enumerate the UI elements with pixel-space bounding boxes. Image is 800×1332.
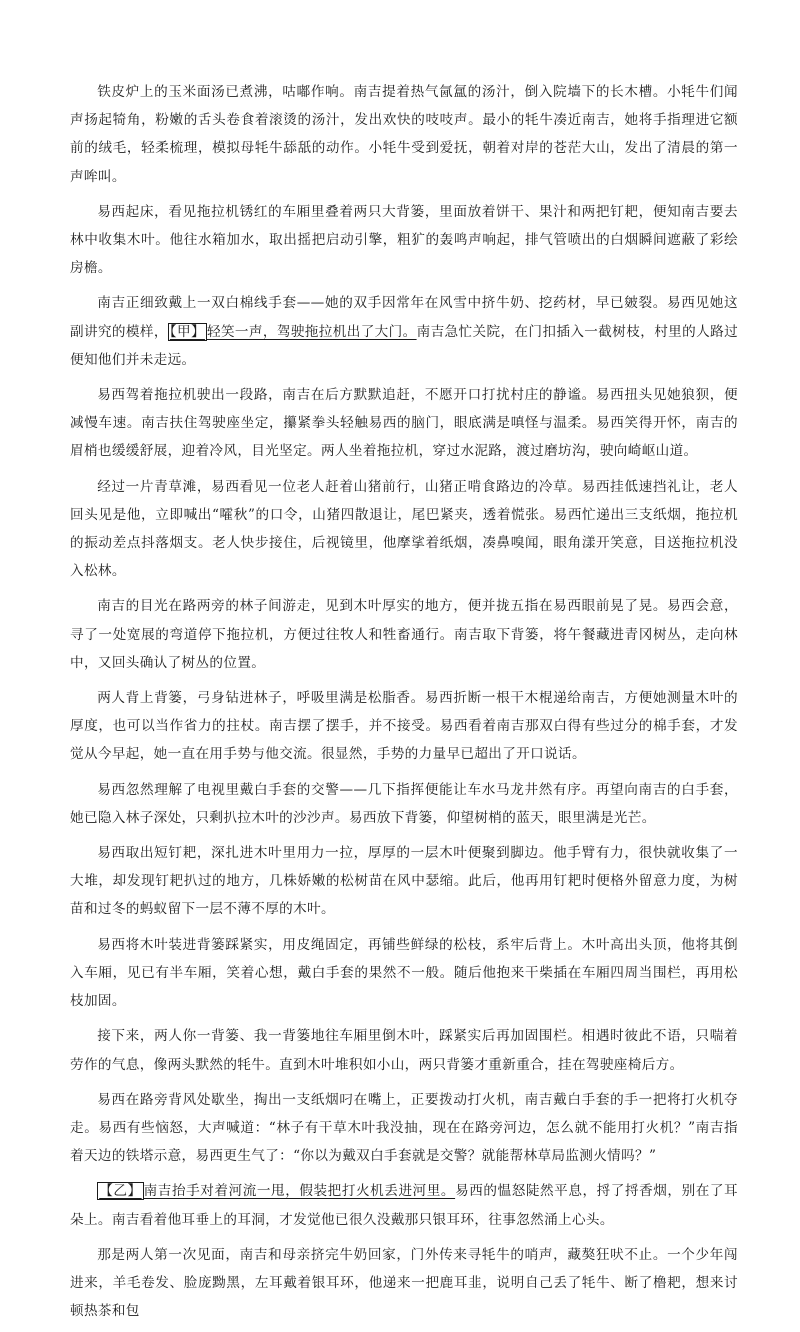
paragraph-14: 那是两人第一次见面，南吉和母亲挤完牛奶回家，门外传来寻牦牛的哨声，藏獒狂吠不止。一个少年闯进来，羊毛卷发、脸庞黝黑，左耳戴着银耳环，他递来一把鹿耳韭，说明自己丢了牦牛、断了橹耙，想来讨顿热茶和包 xyxy=(70,1246,738,1320)
jia-marker: 【甲】 xyxy=(169,323,205,340)
paragraph-12: 易西在路旁背风处歇坐，掏出一支纸烟叼在嘴上，正要拨动打火机，南吉戴白手套的手一把将打火机夺走。易西有些恼怒，大声喊道：“林子有干草木叶我没抽，现在在路旁河边，怎么就不能用打火机？”南吉指着天边的铁塔示意，易西更生气了：“你以为戴双白手套就是交警？就能帮林草局监测火情吗？” xyxy=(70,1091,738,1165)
paragraph-13-text-after: 易西的愠怒陡然平息，捋了捋香烟，别在了耳朵上。南吉看着他耳垂上的耳洞，才发觉他已很久没戴那只银耳环，往事忽然涌上心头。 xyxy=(70,1183,738,1228)
paragraph-3 xyxy=(70,289,738,374)
jia-sentence: 轻笑一声，驾驶拖拉机出了大门。 xyxy=(206,323,417,340)
paragraph-3-text-after: 南吉急忙关院，在门扣插入一截树枝，村里的人路过便知他们并未走远。 xyxy=(70,323,739,368)
document-page xyxy=(70,78,738,1332)
paragraph-13 xyxy=(70,1177,738,1233)
paragraph-11: 接下来，两人你一背篓、我一背篓地往车厢里倒木叶，踩紧实后再加固围栏。相遇时彼此不语，只喘着劳作的气息，像两头默然的牦牛。直到木叶堆积如小山，两只背篓才重新重合，挂在驾驶座椅后方。 xyxy=(70,1028,738,1073)
jia-underlined-sentence xyxy=(168,323,417,341)
paragraph-10: 易西将木叶装进背篓踩紧实，用皮绳固定，再铺些鲜绿的松枝，系牢后背上。木叶高出头顶，他将其倒入车厢，见已有半车厢，笑着心想，戴白手套的果然不一般。随后他抱来干柴插在车厢四周当围栏，再用松枝加固。 xyxy=(70,936,738,1010)
paragraph-9: 易西取出短钉耙，深扎进木叶里用力一拉，厚厚的一层木叶便聚到脚边。他手臂有力，很快就收集了一大堆，却发现钉耙扒过的地方，几株娇嫩的松树苗在风中瑟缩。此后，他再用钉耙时便格外留意力度，为树苗和过冬的蚂蚁留下一层不薄不厚的木叶。 xyxy=(70,845,738,918)
paragraph-6: 南吉的目光在路两旁的林子间游走，见到木叶厚实的地方，便并拢五指在易西眼前晃了晃。易西会意，寻了一处宽展的弯道停下拖拉机，方便过往牧人和牲畜通行。南吉取下背篓，将午餐藏进青冈树丛，走向林中，又回头确认了树丛的位置。 xyxy=(70,598,738,671)
yi-sentence: 南吉抬手对着河流一甩，假装把打火机丢进河里。 xyxy=(143,1183,456,1200)
yi-underlined-sentence xyxy=(97,1182,455,1200)
yi-marker: 【乙】 xyxy=(99,1183,142,1200)
paragraph-5: 经过一片青草滩，易西看见一位老人赶着山猪前行，山猪正啃食路边的冷草。易西挂低速挡礼让，老人回头见是他，立即喊出“嚯秋”的口令，山猪四散退让，尾巴紧夹，透着慌张。易西忙递出三支纸烟，拖拉机的振动差点抖落烟支。老人快步接住，后视镜里，他摩挲着纸烟，凑鼻嗅闻，眼角漾开笑意，目送拖拉机没入松林。 xyxy=(70,478,738,580)
paragraph-7: 两人背上背篓，弓身钻进林子，呼吸里满是松脂香。易西折断一根干木棍递给南吉，方便她测量木叶的厚度，也可以当作省力的拄杖。南吉摆了摆手，并不接受。易西看着南吉那双白得有些过分的棉手套，才发觉从今早起，她一直在用手势与他交流。很显然，手势的力量早已超出了开口说话。 xyxy=(70,690,738,763)
paragraph-1: 铁皮炉上的玉米面汤已煮沸，咕嘟作响。南吉提着热气氤氲的汤汁，倒入院墙下的长木槽。小牦牛们闻声扬起犄角，粉嫩的舌头卷食着滚烫的汤汁，发出欢快的吱吱声。最小的牦牛凑近南吉，她将手指理进它额前的绒毛，轻柔梳理，模拟母牦牛舔舐的动作。小牦牛受到爱抚，朝着对岸的苍茫大山，发出了清晨的第一声哞叫。 xyxy=(70,84,738,185)
paragraph-3-text-before: 南吉正细致戴上一双白棉线手套——她的双手因常年在风雪中挤牛奶、挖药材，早已皴裂。易西见她这副讲究的模样， xyxy=(70,295,738,340)
paragraph-4: 易西驾着拖拉机驶出一段路，南吉在后方默默追赶，不愿开口打扰村庄的静谧。易西扭头见她狼狈，便减慢车速。南吉扶住驾驶座坐定，攥紧拳头轻触易西的脑门，眼底满是嗔怪与温柔。易西笑得开怀，南吉的眉梢也缓缓舒展，迎着冷风，目光坚定。两人坐着拖拉机，穿过水泥路，渡过磨坊沟，驶向崎岖山道。 xyxy=(70,387,738,460)
paragraph-8: 易西忽然理解了电视里戴白手套的交警——几下指挥便能让车水马龙井然有序。再望向南吉的白手套，她已隐入林子深处，只剩扒拉木叶的沙沙声。易西放下背篓，仰望树梢的蓝天，眼里满是光芒。 xyxy=(70,781,738,826)
paragraph-2: 易西起床，看见拖拉机锈红的车厢里叠着两只大背篓，里面放着饼干、果汁和两把钉耙，便知南吉要去林中收集木叶。他往水箱加水，取出摇把启动引擎，粗犷的轰鸣声响起，排气管喷出的白烟瞬间遮蔽了彩绘房檐。 xyxy=(70,203,738,277)
